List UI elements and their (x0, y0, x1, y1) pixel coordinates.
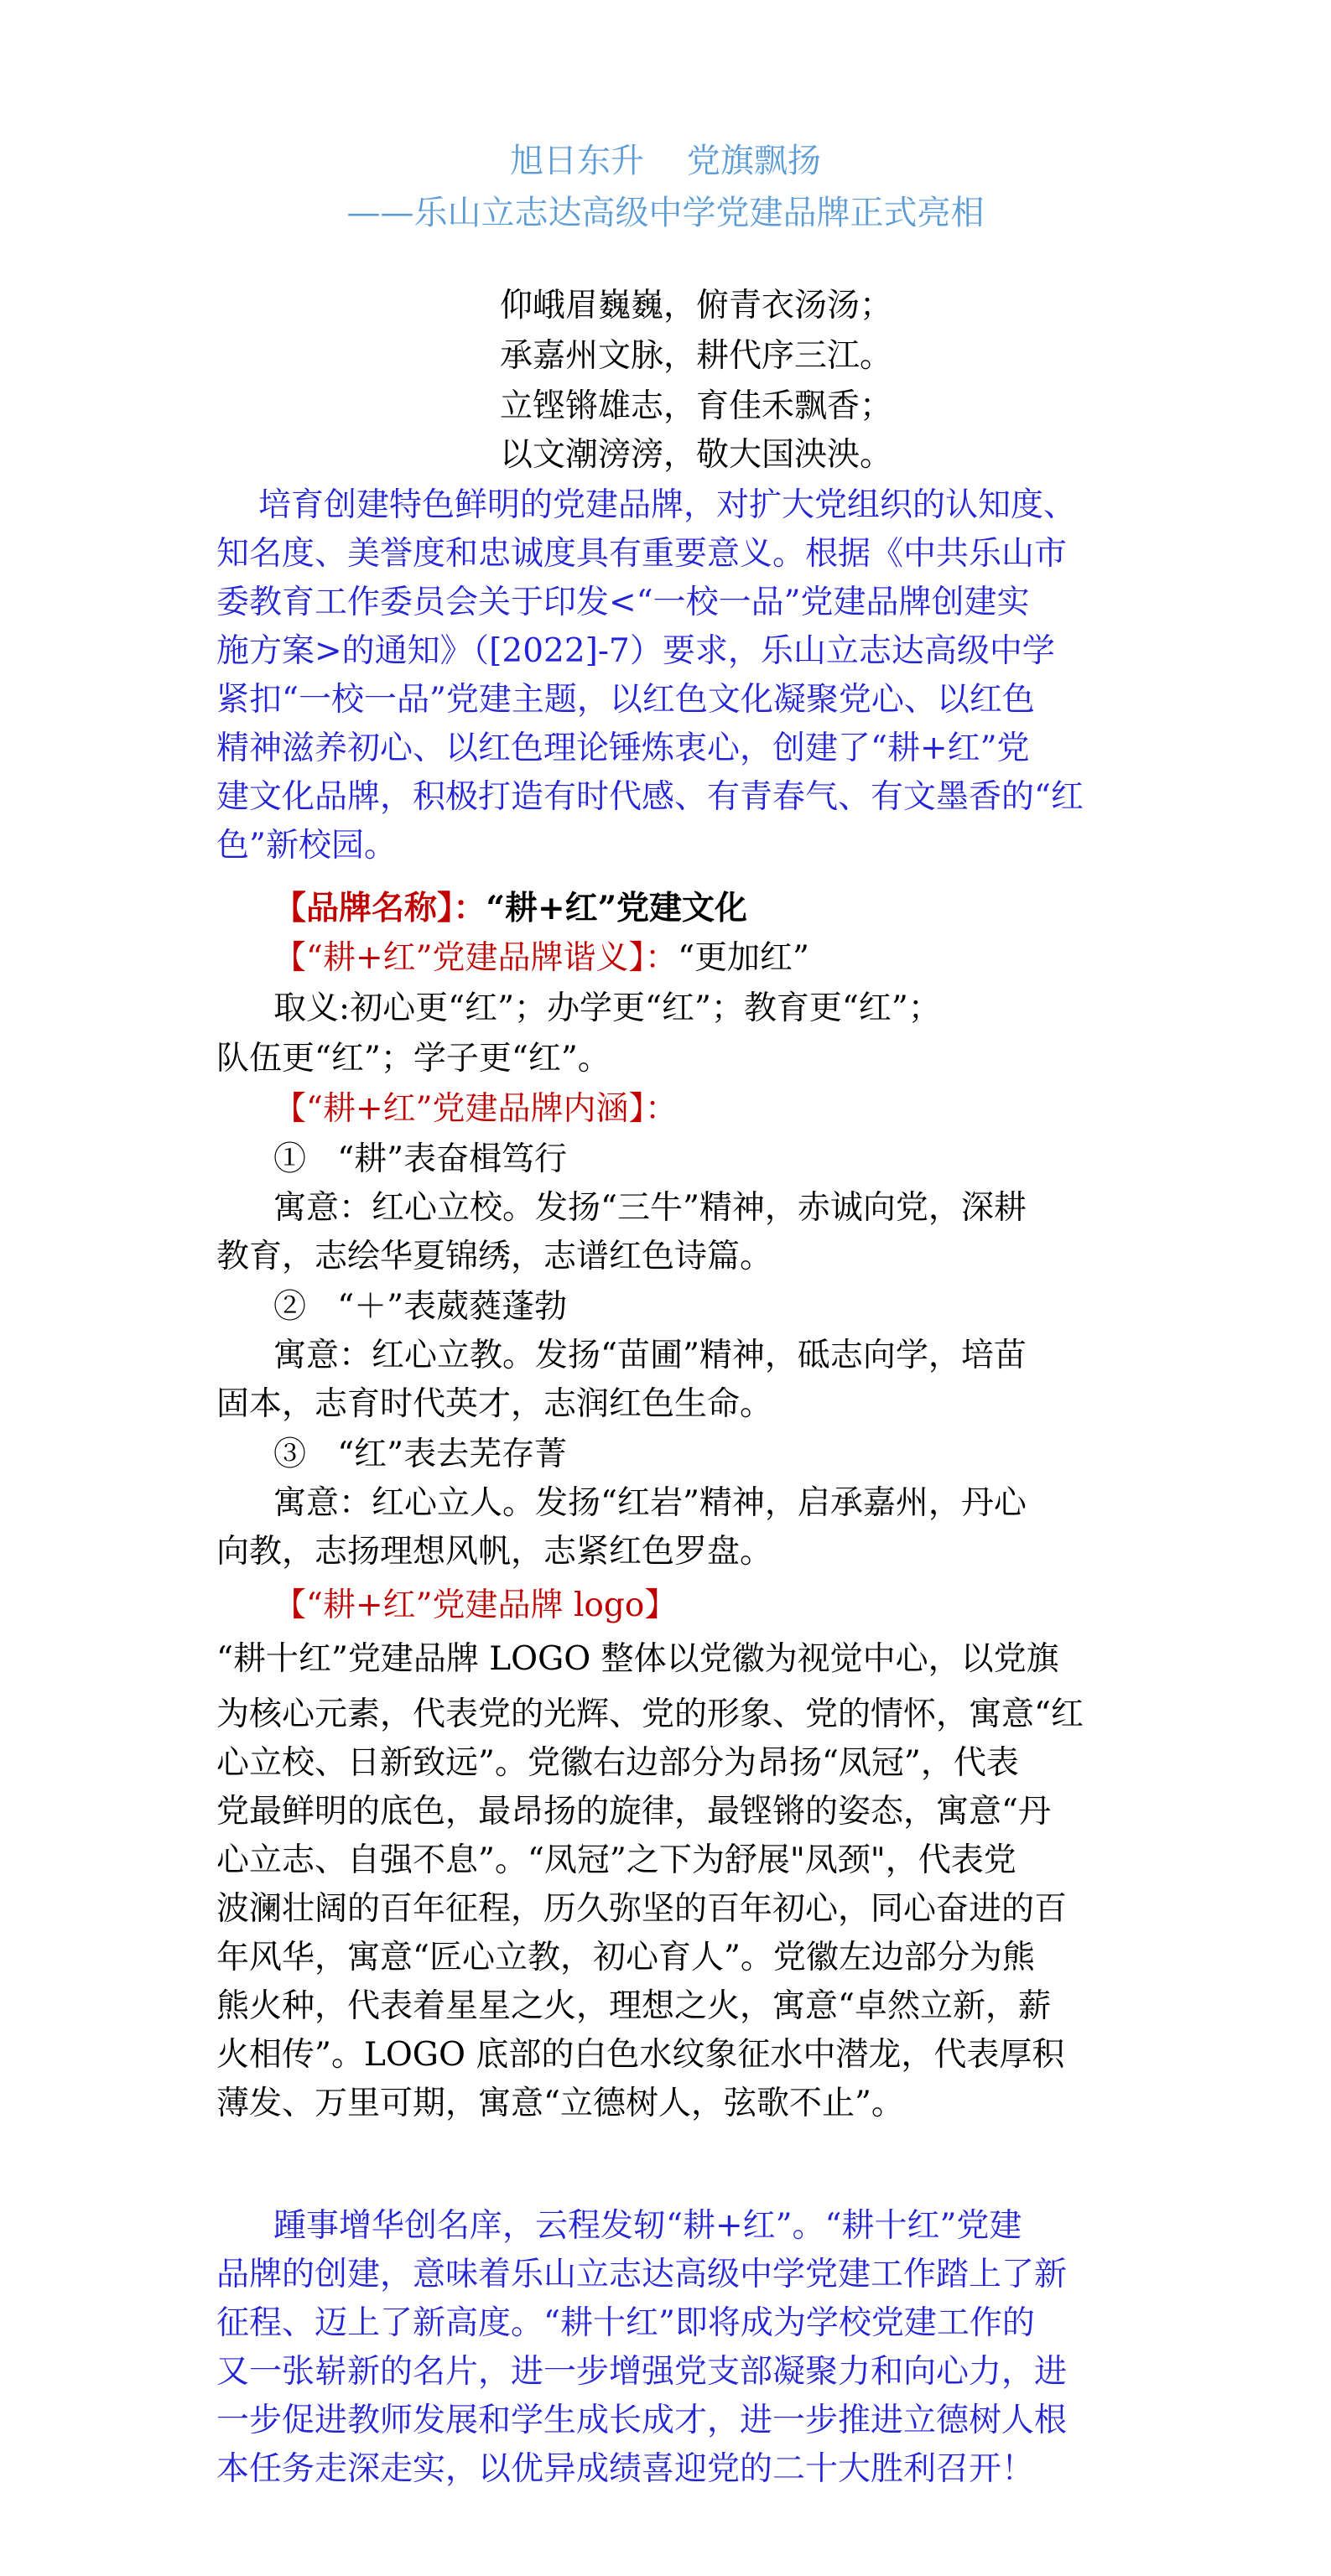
intro-line: 知名度、美誉度和忠诚度具有重要意义。根据《中共乐山市 (216, 535, 1068, 573)
brand-meaning-label: 【“耕+红”党建品牌谐义】： (273, 939, 678, 977)
logo-line: 心立志、自强不息”。“凤冠”之下为舒展"凤颈"，代表党 (216, 1841, 1016, 1879)
item-line: 向教，志扬理想风帆，志紧红色罗盘。 (216, 1533, 773, 1571)
logo-line: 为核心元素，代表党的光辉、党的形象、党的情怀，寓意“红 (216, 1696, 1084, 1733)
closing-line: 本任务走深走实，以优异成绩喜迎党的二十大胜利召开！ (216, 2450, 1035, 2488)
item-line: 固本，志育时代英才，志润红色生命。 (216, 1385, 773, 1423)
poem-line: 以文潮滂滂，敬大国泱泱。 (500, 436, 893, 474)
intro-line: 精神滋养初心、以红色理论锤炼衷心，创建了“耕+红”党 (216, 730, 1030, 767)
closing-line: 又一张崭新的名片，进一步增强党支部凝聚力和向心力，进 (216, 2353, 1068, 2391)
poem-line: 承嘉州文脉，耕代序三江。 (500, 337, 893, 375)
item-line: 寓意：红心立人。发扬“红岩”精神，启承嘉州，丹心 (273, 1484, 1027, 1522)
item-number: ③ (273, 1436, 307, 1473)
item-line: 教育，志绘华夏锦绣，志谱红色诗篇。 (216, 1238, 773, 1275)
intro-line: 培育创建特色鲜明的党建品牌，对扩大党组织的认知度、 (258, 486, 1077, 524)
logo-heading: 【“耕+红”党建品牌 logo】 (273, 1587, 678, 1624)
closing-line: 品牌的创建，意味着乐山立志达高级中学党建工作踏上了新 (216, 2256, 1068, 2293)
meaning-line: 队伍更“红”；学子更“红”。 (216, 1040, 611, 1078)
brand-name-value: “耕+红”党建文化 (486, 889, 748, 927)
item-heading: “红”表去芜存菁 (337, 1436, 568, 1473)
intro-line: 委教育工作委员会关于印发<“一校一品”党建品牌创建实 (216, 584, 1030, 621)
logo-line: 火相传”。LOGO 底部的白色水纹象征水中潜龙，代表厚积 (216, 2036, 1065, 2074)
closing-line: 一步促进教师发展和学生成长成才，进一步推进立德树人根 (216, 2402, 1068, 2439)
item-line: 寓意：红心立校。发扬“三牛”精神，赤诚向党，深耕 (273, 1189, 1027, 1227)
brand-meaning (273, 937, 809, 979)
intro-line: 紧扣“一校一品”党建主题，以红色文化凝聚党心、以红色 (216, 681, 1035, 719)
logo-line: 波澜壮阔的百年征程，历久弥坚的百年初心，同心奋进的百 (216, 1890, 1068, 1928)
intro-line: 建文化品牌，积极打造有时代感、有青春气、有文墨香的“红 (216, 778, 1084, 816)
connotation-heading: 【“耕+红”党建品牌内涵】： (273, 1090, 678, 1128)
article-title: 旭日东升 党旗飘扬 (510, 142, 821, 180)
meaning-line: 取义:初心更“红”；办学更“红”；教育更“红”； (273, 989, 941, 1027)
item-number: ② (273, 1288, 307, 1326)
closing-line: 征程、迈上了新高度。“耕十红”即将成为学校党建工作的 (216, 2304, 1035, 2342)
brand-name (273, 887, 747, 929)
poem-line: 仰峨眉巍巍，俯青衣汤汤； (500, 287, 893, 325)
closing-line: 踵事增华创名庠，云程发轫“耕+红”。“耕十红”党建 (273, 2207, 1022, 2245)
logo-line: 党最鲜明的底色，最昂扬的旋律，最铿锵的姿态，寓意“丹 (216, 1793, 1051, 1831)
logo-line: “耕十红”党建品牌 LOGO 整体以党徽为视觉中心，以党旗 (216, 1640, 1059, 1678)
item-line: 寓意：红心立教。发扬“苗圃”精神，砥志向学，培苗 (273, 1337, 1027, 1374)
item-number: ① (273, 1140, 307, 1178)
brand-meaning-value: “更加红” (678, 939, 809, 977)
logo-line: 心立校、日新致远”。党徽右边部分为昂扬“凤冠”，代表 (216, 1744, 1019, 1782)
intro-line: 色”新校园。 (216, 827, 397, 865)
intro-line: 施方案>的通知》（[2022]-7）要求，乐山立志达高级中学 (216, 632, 1055, 670)
item-heading: “＋”表葳蕤蓬勃 (337, 1288, 568, 1326)
logo-line: 熊火种，代表着星星之火，理想之火，寓意“卓然立新，薪 (216, 1987, 1051, 2025)
brand-name-label: 【品牌名称】： (273, 889, 486, 927)
article-subtitle: ——乐山立志达高级中学党建品牌正式亮相 (346, 194, 985, 232)
poem-line: 立铿锵雄志，育佳禾飘香； (500, 387, 893, 425)
logo-line: 薄发、万里可期，寓意“立德树人，弦歌不止”。 (216, 2085, 904, 2122)
item-heading: “耕”表奋楫笃行 (337, 1140, 568, 1178)
logo-line: 年风华，寓意“匠心立教，初心育人”。党徽左边部分为熊 (216, 1939, 1035, 1976)
